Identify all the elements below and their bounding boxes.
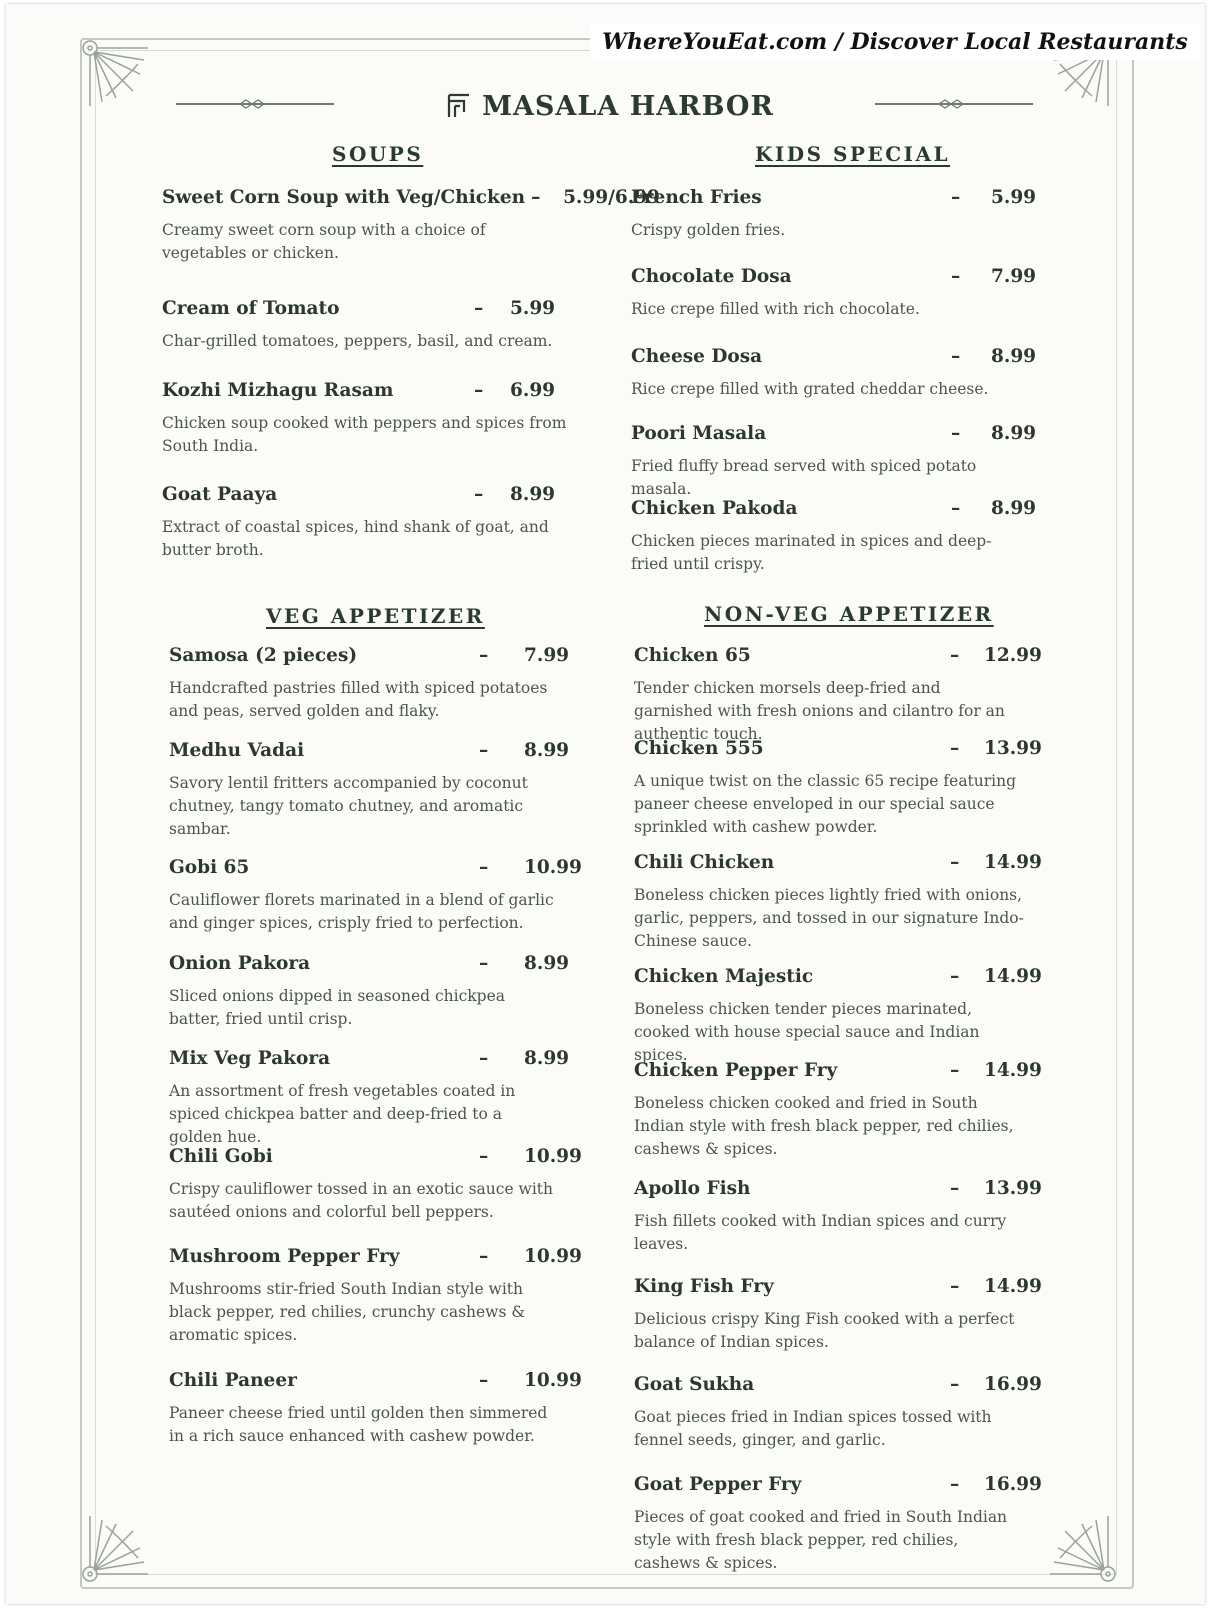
menu-item xyxy=(634,1276,1044,1354)
menu-item xyxy=(634,1060,1044,1161)
menu-item xyxy=(634,645,1044,746)
menu-item-dash: – xyxy=(479,645,489,666)
corner-ornament-bottom-left-icon xyxy=(78,1506,158,1586)
menu-item-name: Chicken Majestic xyxy=(634,966,814,987)
menu-item-dash: – xyxy=(951,346,961,367)
menu-item-description: Sliced onions dipped in seasoned chickpea batter, fried until crisp. xyxy=(169,987,506,1028)
menu-item xyxy=(634,966,1044,1067)
menu-item-dash: – xyxy=(479,1146,489,1167)
menu-item xyxy=(162,380,592,458)
menu-item xyxy=(169,857,582,935)
menu-item xyxy=(169,1048,579,1149)
menu-item-description: Boneless chicken tender pieces marinated, cooked with house special sauce and Indian spices. xyxy=(634,1000,980,1064)
section-heading-soups: SOUPS xyxy=(332,142,424,166)
menu-item-description: Boneless chicken pieces lightly fried with onions, garlic, peppers, and tossed in our signature Indo-Chinese sauce. xyxy=(634,886,1024,950)
menu-item-description: Delicious crispy King Fish cooked with a perfect balance of Indian spices. xyxy=(634,1310,1015,1351)
menu-item xyxy=(162,187,660,265)
menu-item-dash: – xyxy=(950,1178,960,1199)
menu-item-dash: – xyxy=(479,1370,489,1391)
menu-item xyxy=(162,484,592,562)
menu-item-price: 14.99 xyxy=(984,1060,1042,1081)
menu-item xyxy=(634,852,1044,953)
rule-ornament-right-icon xyxy=(937,98,967,110)
menu-item-dash: – xyxy=(950,966,960,987)
menu-item-name: Goat Sukha xyxy=(634,1374,755,1395)
menu-item-name: Apollo Fish xyxy=(634,1178,751,1199)
menu-item-price: 14.99 xyxy=(984,852,1042,873)
menu-item-name: Gobi 65 xyxy=(169,857,250,878)
menu-item-name: King Fish Fry xyxy=(634,1276,774,1297)
menu-item xyxy=(634,1474,1044,1575)
menu-item-name: Goat Pepper Fry xyxy=(634,1474,802,1495)
menu-item-dash: – xyxy=(479,740,489,761)
menu-item xyxy=(631,498,1037,576)
section-heading-veg-appetizer: VEG APPETIZER xyxy=(266,604,485,628)
menu-item-dash: – xyxy=(951,187,961,208)
menu-item-price: 7.99 xyxy=(524,645,570,666)
menu-item-dash: – xyxy=(474,484,484,505)
menu-item-name: Kozhi Mizhagu Rasam xyxy=(162,380,394,401)
menu-item-description: Cauliflower florets marinated in a blend of garlic and ginger spices, crisply fried to perfection. xyxy=(169,891,554,932)
menu-item-dash: – xyxy=(950,1374,960,1395)
menu-item xyxy=(169,645,579,723)
menu-item-name: Goat Paaya xyxy=(162,484,278,505)
menu-item-name: Chicken 65 xyxy=(634,645,751,666)
restaurant-name: MASALA HARBOR xyxy=(482,90,774,122)
menu-item-description: Pieces of goat cooked and fried in South Indian style with fresh black pepper, red chilies, cashews & spices. xyxy=(634,1508,1008,1572)
menu-item-description: Fish fillets cooked with Indian spices and curry leaves. xyxy=(634,1212,1007,1253)
menu-item-price: 16.99 xyxy=(984,1474,1042,1495)
menu-item-name: Cheese Dosa xyxy=(631,346,763,367)
menu-item-name: Chicken Pakoda xyxy=(631,498,798,519)
menu-item-name: French Fries xyxy=(631,187,762,208)
menu-item-dash: – xyxy=(950,738,960,759)
menu-item xyxy=(169,953,579,1031)
menu-item-dash: – xyxy=(479,953,489,974)
menu-item xyxy=(631,346,1037,401)
menu-item xyxy=(631,187,1037,242)
menu-item-name: Samosa (2 pieces) xyxy=(169,645,358,666)
menu-item-price: 13.99 xyxy=(984,738,1042,759)
menu-item-price: 13.99 xyxy=(984,1178,1042,1199)
menu-item-price: 8.99 xyxy=(991,346,1037,367)
menu-item-description: Char-grilled tomatoes, peppers, basil, and cream. xyxy=(162,332,553,350)
menu-item-price: 16.99 xyxy=(984,1374,1042,1395)
menu-item-price: 10.99 xyxy=(524,857,582,878)
menu-item-dash: – xyxy=(951,498,961,519)
menu-item-price: 8.99 xyxy=(524,953,570,974)
menu-item-description: An assortment of fresh vegetables coated in spiced chickpea batter and deep-fried to a golden hue. xyxy=(169,1082,516,1146)
menu-item-price: 8.99 xyxy=(510,484,556,505)
section-heading-kids-special: KIDS SPECIAL xyxy=(755,142,951,166)
menu-item-name: Cream of Tomato xyxy=(162,298,340,319)
menu-item-price: 6.99 xyxy=(510,380,556,401)
menu-item xyxy=(162,298,592,353)
menu-item-name: Chili Paneer xyxy=(169,1370,297,1391)
menu-item-description: Goat pieces fried in Indian spices tossed with fennel seeds, ginger, and garlic. xyxy=(634,1408,992,1449)
menu-item-description: Chicken soup cooked with peppers and spices from South India. xyxy=(162,414,567,455)
menu-item-dash: – xyxy=(951,423,961,444)
restaurant-brand xyxy=(420,84,800,128)
menu-item xyxy=(169,1246,582,1347)
menu-item-name: Sweet Corn Soup with Veg/Chicken xyxy=(162,187,526,208)
menu-item-name: Chicken Pepper Fry xyxy=(634,1060,838,1081)
menu-item xyxy=(169,1370,582,1448)
menu-item-dash: – xyxy=(951,266,961,287)
menu-item-description: Chicken pieces marinated in spices and deep-fried until crispy. xyxy=(631,532,992,573)
menu-item xyxy=(169,740,579,841)
menu-item-dash: – xyxy=(950,852,960,873)
menu-item xyxy=(169,1146,582,1224)
menu-item-name: Onion Pakora xyxy=(169,953,311,974)
menu-item-description: A unique twist on the classic 65 recipe featuring paneer cheese enveloped in our special sauce sprinkled with cashew powder. xyxy=(634,772,1017,836)
menu-item-name: Chocolate Dosa xyxy=(631,266,792,287)
menu-item-price: 8.99 xyxy=(524,1048,570,1069)
menu-item-description: Boneless chicken cooked and fried in South Indian style with fresh black pepper, red chilies, cashews & spices. xyxy=(634,1094,1014,1158)
menu-item-name: Medhu Vadai xyxy=(169,740,305,761)
menu-item-name: Poori Masala xyxy=(631,423,767,444)
menu-item-dash: – xyxy=(474,380,484,401)
menu-item-price: 14.99 xyxy=(984,966,1042,987)
menu-item-dash: – xyxy=(950,1276,960,1297)
watermark-text: WhereYouEat.com / Discover Local Restaurants xyxy=(590,24,1200,60)
menu-item-price: 14.99 xyxy=(984,1276,1042,1297)
corner-ornament-top-left-icon xyxy=(78,36,158,116)
menu-item-description: Tender chicken morsels deep-fried and garnished with fresh onions and cilantro for an authentic touch. xyxy=(634,679,1005,743)
menu-item xyxy=(631,266,1037,321)
restaurant-logo-icon xyxy=(446,92,472,120)
menu-item xyxy=(634,738,1044,839)
menu-item-description: Handcrafted pastries filled with spiced potatoes and peas, served golden and flaky. xyxy=(169,679,548,720)
corner-ornament-bottom-right-icon xyxy=(1040,1506,1120,1586)
menu-item-description: Savory lentil fritters accompanied by coconut chutney, tangy tomato chutney, and aromatic sambar. xyxy=(169,774,528,838)
menu-item-dash: – xyxy=(950,1474,960,1495)
menu-item-price: 5.99/6.99 xyxy=(563,187,660,208)
menu-item-price: 5.99 xyxy=(510,298,556,319)
menu-item-dash: – xyxy=(479,1048,489,1069)
menu-item-price: 8.99 xyxy=(991,498,1037,519)
menu-item-description: Creamy sweet corn soup with a choice of vegetables or chicken. xyxy=(162,221,486,262)
menu-item-description: Fried fluffy bread served with spiced potato masala. xyxy=(631,457,977,498)
menu-item-price: 10.99 xyxy=(524,1370,582,1391)
menu-item xyxy=(634,1374,1044,1452)
menu-item-description: Mushrooms stir-fried South Indian style with black pepper, red chilies, crunchy cashews & aromatic spices. xyxy=(169,1280,526,1344)
menu-item-price: 12.99 xyxy=(984,645,1042,666)
menu-item-name: Mushroom Pepper Fry xyxy=(169,1246,400,1267)
menu-item-dash: – xyxy=(474,298,484,319)
menu-item-name: Mix Veg Pakora xyxy=(169,1048,331,1069)
rule-ornament-left-icon xyxy=(238,98,268,110)
menu-item-price: 5.99 xyxy=(991,187,1037,208)
menu-item-description: Rice crepe filled with rich chocolate. xyxy=(631,300,920,318)
menu-item-description: Crispy golden fries. xyxy=(631,221,786,239)
menu-item xyxy=(631,423,1037,501)
menu-item-dash: – xyxy=(479,1246,489,1267)
menu-item-price: 8.99 xyxy=(991,423,1037,444)
menu-item-description: Crispy cauliflower tossed in an exotic sauce with sautéed onions and colorful bell peppers. xyxy=(169,1180,553,1221)
menu-item-price: 10.99 xyxy=(524,1246,582,1267)
menu-item-description: Paneer cheese fried until golden then simmered in a rich sauce enhanced with cashew powder. xyxy=(169,1404,548,1445)
section-heading-non-veg-appetizer: NON-VEG APPETIZER xyxy=(704,602,994,626)
menu-item-name: Chili Gobi xyxy=(169,1146,273,1167)
menu-item xyxy=(634,1178,1044,1256)
menu-item-dash: – xyxy=(950,645,960,666)
menu-item-dash: – xyxy=(531,187,541,208)
menu-item-price: 7.99 xyxy=(991,266,1037,287)
menu-item-description: Extract of coastal spices, hind shank of goat, and butter broth. xyxy=(162,518,549,559)
menu-item-price: 8.99 xyxy=(524,740,570,761)
menu-item-description: Rice crepe filled with grated cheddar cheese. xyxy=(631,380,989,398)
menu-item-price: 10.99 xyxy=(524,1146,582,1167)
menu-item-name: Chicken 555 xyxy=(634,738,764,759)
menu-item-name: Chili Chicken xyxy=(634,852,775,873)
menu-item-dash: – xyxy=(950,1060,960,1081)
menu-item-dash: – xyxy=(479,857,489,878)
